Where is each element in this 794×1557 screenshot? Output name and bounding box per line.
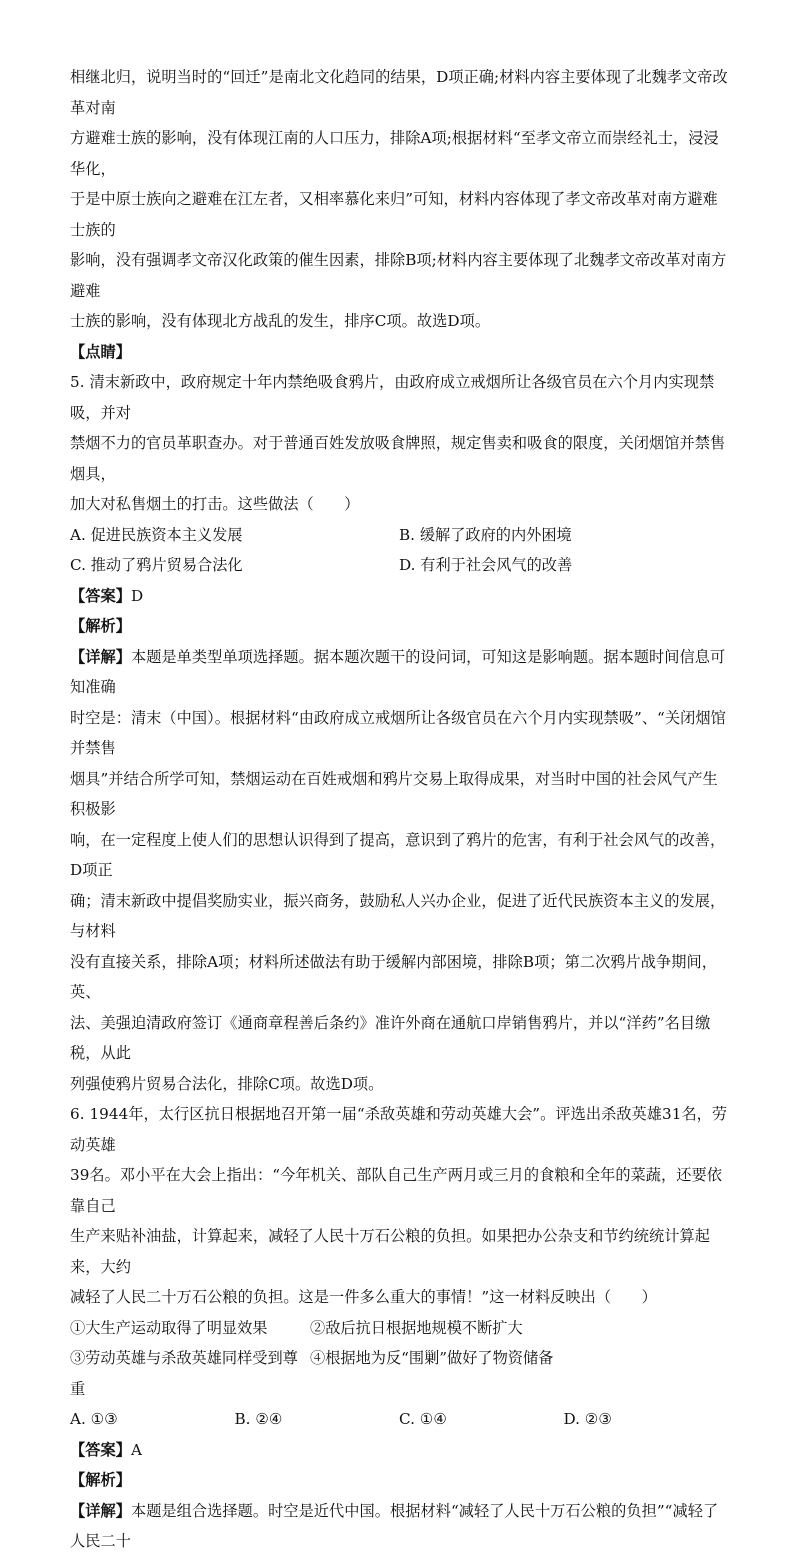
option-a: A. 促进民族资本主义发展 bbox=[70, 525, 243, 544]
question-stem-line: 减轻了人民二十万石公粮的负担。这是一件多么重大的事情！”这一材料反映出（ ） bbox=[70, 1288, 657, 1306]
answer-line bbox=[70, 1435, 728, 1466]
document-content bbox=[70, 62, 728, 1557]
option-c: C. 推动了鸦片贸易合法化 bbox=[70, 556, 243, 574]
statement-2: ②敌后抗日根据地规模不断扩大 bbox=[310, 1318, 523, 1337]
option-b: B. ②④ bbox=[234, 1410, 283, 1428]
detail-line: 烟具”并结合所学可知，禁烟运动在百姓戒烟和鸦片交易上取得成果，对当时中国的社会风气产生积极影 bbox=[70, 769, 718, 818]
xiangjie-label: 【详解】 bbox=[70, 647, 131, 666]
detail-line bbox=[70, 642, 728, 703]
question-stem-line: 6. 1944年，太行区抗日根据地召开第一届“杀敌英雄和劳动英雄大会”。评选出杀敌英雄31名，劳动英雄 bbox=[70, 1105, 728, 1154]
options-row bbox=[70, 1404, 728, 1435]
detail-line: 时空是：清末（中国）。根据材料“由政府成立戒烟所让各级官员在六个月内实现禁吸”、“关闭烟馆并禁售 bbox=[70, 708, 726, 757]
options-row bbox=[70, 520, 728, 551]
option-a: A. ①③ bbox=[70, 1410, 118, 1428]
statement-3: ③劳动英雄与杀敌英雄同样受到尊重 bbox=[70, 1349, 298, 1398]
detail-text: 本题是组合选择题。时空是近代中国。根据材料“减轻了人民十万石公粮的负担”“减轻了人民二十 bbox=[70, 1501, 719, 1550]
jiexi-label: 【解析】 bbox=[70, 617, 131, 635]
answer-value: D bbox=[130, 586, 144, 605]
question-stem-line: 5. 清末新政中，政府规定十年内禁绝吸食鸦片，由政府成立戒烟所让各级官员在六个月内实现禁吸，并对 bbox=[70, 373, 715, 422]
detail-line: 没有直接关系，排除A项；材料所述做法有助于缓解内部困境，排除B项；第二次鸦片战争期间，英、 bbox=[70, 952, 717, 1001]
question-stem-line: 39名。邓小平在大会上指出：“今年机关、部队自己生产两月或三月的食粮和全年的菜蔬，还要依靠自己 bbox=[70, 1166, 722, 1215]
detail-text: 本题是单类型单项选择题。据本题次题干的设问词，可知这是影响题。据本题时间信息可知准确 bbox=[70, 647, 726, 696]
question-6 bbox=[70, 1099, 728, 1557]
answer-label: 【答案】 bbox=[70, 586, 131, 605]
options-row bbox=[70, 550, 728, 581]
answer-value: A bbox=[130, 1440, 142, 1459]
detail-line: 响，在一定程度上使人们的思想认识得到了提高，意识到了鸦片的危害，有利于社会风气的改善，D项正 bbox=[70, 830, 726, 879]
statement-1: ①大生产运动取得了明显效果 bbox=[70, 1318, 268, 1337]
statements-row bbox=[70, 1343, 728, 1404]
text-line: 士族的影响，没有体现北方战乱的发生，排序C项。故选D项。 bbox=[70, 312, 491, 330]
detail-line: 列强使鸦片贸易合法化，排除C项。故选D项。 bbox=[70, 1074, 384, 1093]
text-line: 影响，没有强调孝文帝汉化政策的催生因素，排除B项;材料内容主要体现了北魏孝文帝改革对南方避难 bbox=[70, 251, 727, 300]
detail-line: 法、美强迫清政府签订《通商章程善后条约》准许外商在通航口岸销售鸦片，并以“洋药”名目缴税，从此 bbox=[70, 1013, 711, 1062]
text-line: 相继北归，说明当时的“回迁”是南北文化趋同的结果，D项正确;材料内容主要体现了北魏孝文帝改革对南 bbox=[70, 68, 728, 117]
answer-label: 【答案】 bbox=[70, 1440, 131, 1459]
dianjing-label: 【点睛】 bbox=[70, 342, 131, 361]
option-d: D. ②③ bbox=[563, 1410, 613, 1428]
text-line: 方避难士族的影响，没有体现江南的人口压力，排除A项;根据材料“至孝文帝立而崇经礼士，浸浸华化， bbox=[70, 129, 719, 178]
answer-line bbox=[70, 581, 728, 612]
question-stem-line: 禁烟不力的官员革职查办。对于普通百姓发放吸食牌照，规定售卖和吸食的限度，关闭烟馆并禁售烟具， bbox=[70, 434, 726, 483]
jiexi-label: 【解析】 bbox=[70, 1471, 131, 1489]
statements-row bbox=[70, 1313, 728, 1344]
text-line: 于是中原士族向之避难在江左者，又相率慕化来归”可知，材料内容体现了孝文帝改革对南方避难士族的 bbox=[70, 190, 718, 239]
detail-line bbox=[70, 1496, 728, 1557]
prev-question-analysis bbox=[70, 62, 728, 367]
xiangjie-label: 【详解】 bbox=[70, 1501, 131, 1520]
question-stem-line: 生产来贴补油盐，计算起来，减轻了人民十万石公粮的负担。如果把办公杂支和节约统统计算起来，大约 bbox=[70, 1227, 710, 1276]
question-5 bbox=[70, 367, 728, 1099]
option-b: B. 缓解了政府的内外困境 bbox=[399, 525, 572, 544]
statement-4: ④根据地为反“围剿”做好了物资储备 bbox=[310, 1349, 554, 1367]
detail-line: 确；清末新政中提倡奖励实业，振兴商务，鼓励私人兴办企业，促进了近代民族资本主义的发展，与材料 bbox=[70, 891, 726, 940]
option-c: C. ①④ bbox=[399, 1410, 447, 1428]
question-stem-line: 加大对私售烟土的打击。这些做法（ ） bbox=[70, 495, 360, 513]
option-d: D. 有利于社会风气的改善 bbox=[399, 556, 573, 574]
